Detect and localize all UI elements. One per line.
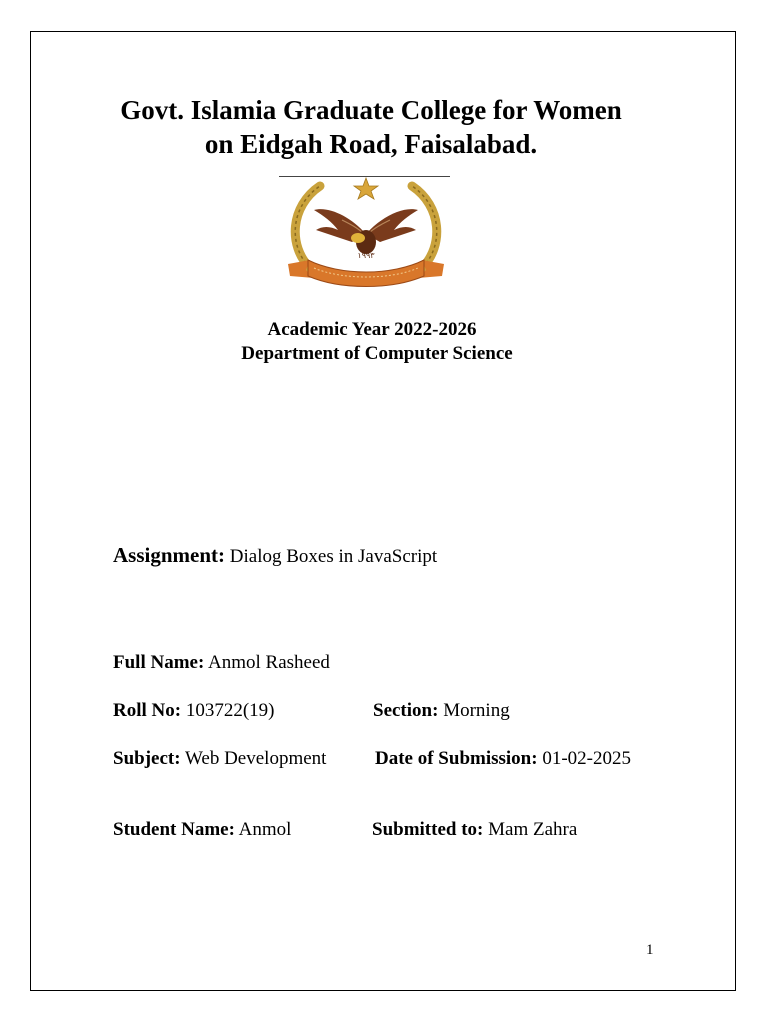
student-name-value: Anmol xyxy=(238,819,292,840)
full-name-row xyxy=(113,651,330,675)
logo-year-text: ۱۹۹۳ xyxy=(357,251,375,260)
roll-no-label: Roll No: xyxy=(113,700,182,721)
subject-row xyxy=(113,747,326,771)
submitted-to-label: Submitted to: xyxy=(372,819,484,840)
full-name-label: Full Name: xyxy=(113,652,205,673)
section-row xyxy=(373,699,510,723)
submission-date-value: 01-02-2025 xyxy=(542,748,631,769)
submitted-to-value: Mam Zahra xyxy=(488,819,578,840)
assignment-title: Dialog Boxes in JavaScript xyxy=(229,546,438,567)
submitted-to-row xyxy=(372,818,577,842)
academic-year: Academic Year 2022-2026 xyxy=(267,319,477,340)
college-name-line1: Govt. Islamia Graduate College for Women xyxy=(120,95,622,125)
star-icon xyxy=(354,178,378,199)
page-number: 1 xyxy=(646,942,654,958)
page-border xyxy=(30,31,736,991)
department-name: Department of Computer Science xyxy=(241,343,513,364)
roll-no-value: 103722(19) xyxy=(185,700,275,721)
college-name-line2: on Eidgah Road, Faisalabad. xyxy=(204,129,538,159)
student-name-row xyxy=(113,818,291,842)
submission-date-label: Date of Submission: xyxy=(375,748,538,769)
assignment-line xyxy=(113,543,437,569)
student-name-label: Student Name: xyxy=(113,819,235,840)
section-value: Morning xyxy=(443,700,510,721)
subject-value: Web Development xyxy=(184,748,327,769)
college-crest-logo xyxy=(280,176,452,300)
section-label: Section: xyxy=(373,700,439,721)
assignment-label: Assignment: xyxy=(113,543,226,567)
subject-label: Subject: xyxy=(113,748,181,769)
submission-date-row xyxy=(375,747,631,771)
roll-no-row xyxy=(113,699,274,723)
full-name-value: Anmol Rasheed xyxy=(208,652,330,673)
